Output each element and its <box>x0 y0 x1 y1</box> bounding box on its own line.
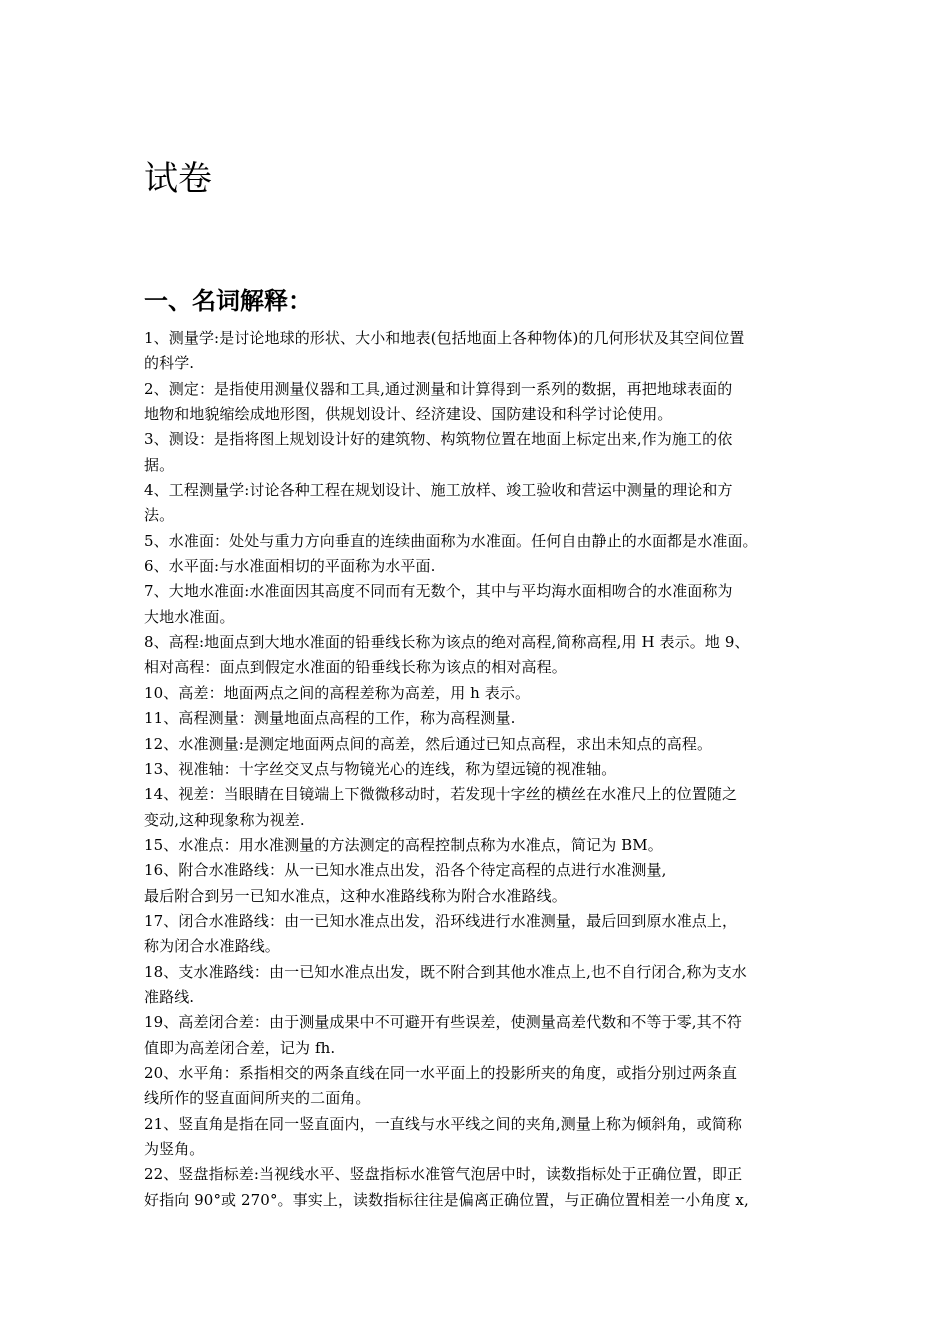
section-heading: 一、名词解释： <box>144 287 312 315</box>
document-title: 试卷 <box>144 159 212 199</box>
term-text-line: 14、视差：当眼睛在目镜端上下微微移动时，若发现十字丝的横丝在水准尺上的位置随之 <box>144 785 738 804</box>
term-entry <box>144 630 816 681</box>
term-entry <box>144 782 816 833</box>
term-text-line: 3、测设：是指将图上规划设计好的建筑物、构筑物位置在地面上标定出来,作为施工的依 <box>144 430 733 449</box>
term-entry <box>144 706 816 731</box>
term-text-line: 法。 <box>144 506 175 525</box>
term-entry <box>144 858 816 909</box>
term-text-line: 称为闭合水准路线。 <box>144 937 280 956</box>
term-text-line: 7、大地水准面:水准面因其高度不同而有无数个，其中与平均海水面相吻合的水准面称为 <box>144 582 733 601</box>
term-text-line: 线所作的竖直面间所夹的二面角。 <box>144 1089 371 1108</box>
term-entry <box>144 427 816 478</box>
term-text-line: 12、水准测量:是测定地面两点间的高差，然后通过已知点高程，求出未知点的高程。 <box>144 734 713 753</box>
term-text-line: 好指向 90°或 270°。事实上，读数指标往往是偏离正确位置，与正确位置相差一小角度 x, <box>144 1190 749 1209</box>
term-text-line: 17、闭合水准路线：由一已知水准点出发，沿环线进行水准测量，最后回到原水准点上， <box>144 911 738 930</box>
term-text-line: 13、视准轴：十字丝交叉点与物镜光心的连线，称为望远镜的视准轴。 <box>144 759 617 778</box>
term-entry <box>144 1061 816 1112</box>
term-entry <box>144 478 816 529</box>
term-entry <box>144 757 816 782</box>
term-entry <box>144 909 816 960</box>
term-definition-list <box>144 326 816 1213</box>
term-text-line: 20、水平角：系指相交的两条直线在同一水平面上的投影所夹的角度，或指分别过两条直 <box>144 1063 738 1082</box>
term-entry <box>144 732 816 757</box>
term-entry <box>144 326 816 377</box>
term-text-line: 10、高差：地面两点之间的高程差称为高差，用 h 表示。 <box>144 683 531 702</box>
term-text-line: 最后附合到另一已知水准点，这种水准路线称为附合水准路线。 <box>144 886 567 905</box>
term-entry <box>144 529 816 554</box>
term-entry <box>144 554 816 579</box>
term-text-line: 变动,这种现象称为视差. <box>144 810 305 829</box>
term-text-line: 的科学. <box>144 354 195 373</box>
term-text-line: 据。 <box>144 455 175 474</box>
term-entry <box>144 1112 816 1163</box>
term-text-line: 18、支水准路线：由一已知水准点出发，既不附合到其他水准点上,也不自行闭合,称为支水 <box>144 962 747 981</box>
term-text-line: 5、水准面：处处与重力方向垂直的连续曲面称为水准面。任何自由静止的水面都是水准面。 <box>144 531 758 550</box>
term-text-line: 大地水准面。 <box>144 607 235 626</box>
term-entry <box>144 681 816 706</box>
term-entry <box>144 1162 816 1213</box>
term-text-line: 地物和地貌缩绘成地形图，供规划设计、经济建设、国防建设和科学讨论使用。 <box>144 405 673 424</box>
term-text-line: 相对高程：面点到假定水准面的铅垂线长称为该点的相对高程。 <box>144 658 567 677</box>
term-text-line: 为竖角。 <box>144 1140 205 1158</box>
term-text-line: 4、工程测量学:讨论各种工程在规划设计、施工放样、竣工验收和营运中测量的理论和方 <box>144 481 733 500</box>
term-text-line: 11、高程测量：测量地面点高程的工作，称为高程测量. <box>144 709 516 728</box>
term-entry <box>144 579 816 630</box>
term-entry <box>144 1010 816 1061</box>
term-text-line: 准路线. <box>144 987 195 1006</box>
term-text-line: 16、附合水准路线：从一已知水准点出发，沿各个待定高程的点进行水准测量, <box>144 861 667 880</box>
term-entry <box>144 377 816 428</box>
term-text-line: 8、高程:地面点到大地水准面的铅垂线长称为该点的绝对高程,简称高程,用 H 表示。地 9、 <box>144 633 750 652</box>
term-entry <box>144 833 816 858</box>
term-text-line: 6、水平面:与水准面相切的平面称为水平面. <box>144 557 436 576</box>
term-text-line: 值即为高差闭合差，记为 fh. <box>144 1038 336 1057</box>
term-text-line: 2、测定：是指使用测量仪器和工具,通过测量和计算得到一系列的数据，再把地球表面的 <box>144 379 733 398</box>
term-text-line: 21、竖直角是指在同一竖直面内，一直线与水平线之间的夹角,测量上称为倾斜角，或简称 <box>144 1114 742 1133</box>
term-text-line: 1、测量学:是讨论地球的形状、大小和地表(包括地面上各种物体)的几何形状及其空间位置 <box>144 329 745 347</box>
term-text-line: 19、高差闭合差：由于测量成果中不可避开有些误差，使测量高差代数和不等于零,其不符 <box>144 1013 742 1032</box>
term-text-line: 15、水准点：用水准测量的方法测定的高程控制点称为水准点，简记为 BM。 <box>144 835 663 854</box>
term-entry <box>144 960 816 1011</box>
term-text-line: 22、竖盘指标差:当视线水平、竖盘指标水准管气泡居中时，读数指标处于正确位置，即正 <box>144 1165 743 1184</box>
